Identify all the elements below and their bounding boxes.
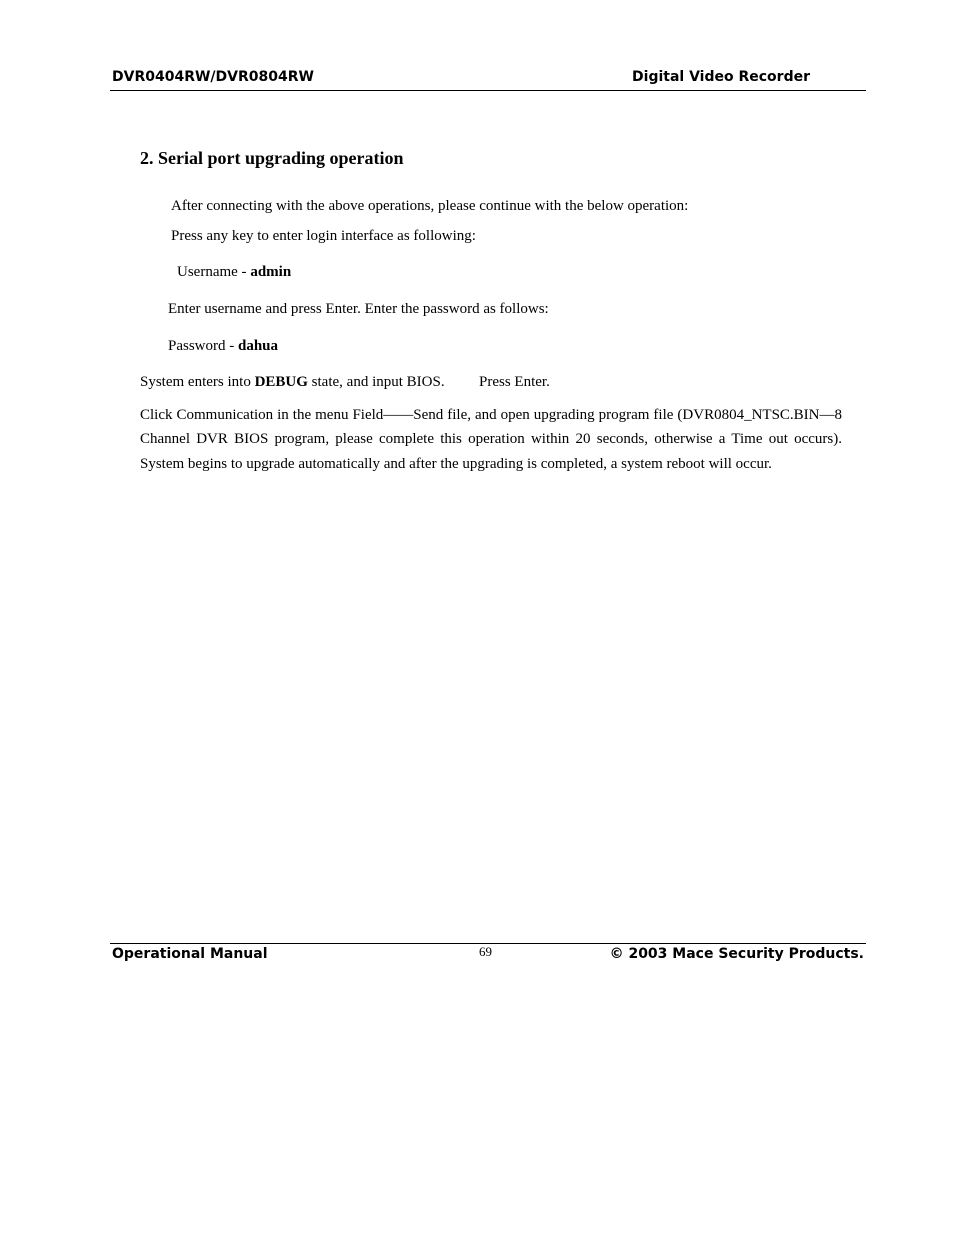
- footer-manual-title: Operational Manual: [112, 946, 268, 962]
- username-label: Username -: [177, 264, 251, 280]
- header-product: Digital Video Recorder: [632, 69, 810, 85]
- instruction-line-2: Press any key to enter login interface as following:: [171, 228, 476, 244]
- instruction-line-1: After connecting with the above operations, please continue with the below operation:: [171, 198, 689, 214]
- password-label: Password -: [168, 338, 238, 354]
- header-model: DVR0404RW/DVR0804RW: [112, 69, 314, 85]
- press-enter-text: Press Enter.: [479, 374, 550, 390]
- debug-suffix: state, and input BIOS.: [307, 374, 445, 390]
- password-line: [168, 338, 278, 355]
- page-number: 69: [479, 944, 492, 959]
- instruction-line-3: Enter username and press Enter. Enter the password as follows:: [168, 301, 549, 317]
- footer-copyright: © 2003 Mace Security Products.: [609, 946, 864, 962]
- debug-line: [140, 374, 445, 391]
- page-footer: [110, 943, 866, 968]
- username-line: [177, 264, 291, 281]
- password-value: dahua: [238, 338, 279, 354]
- debug-word: DEBUG: [254, 374, 308, 390]
- page-header: [110, 68, 866, 91]
- debug-prefix: System enters into: [140, 374, 255, 390]
- section-title: 2. Serial port upgrading operation: [140, 148, 404, 168]
- username-value: admin: [250, 264, 292, 280]
- upgrade-paragraph: Click Communication in the menu Field——Send file, and open upgrading program file (DVR0804_NTSC.BIN—8 Channel DVR BIOS program, please complete this operation within 20 seconds, otherwise a Time out occurs). System begins to upgrade automatically and after the upgrading is completed, a system reboot will occur.: [140, 407, 842, 472]
